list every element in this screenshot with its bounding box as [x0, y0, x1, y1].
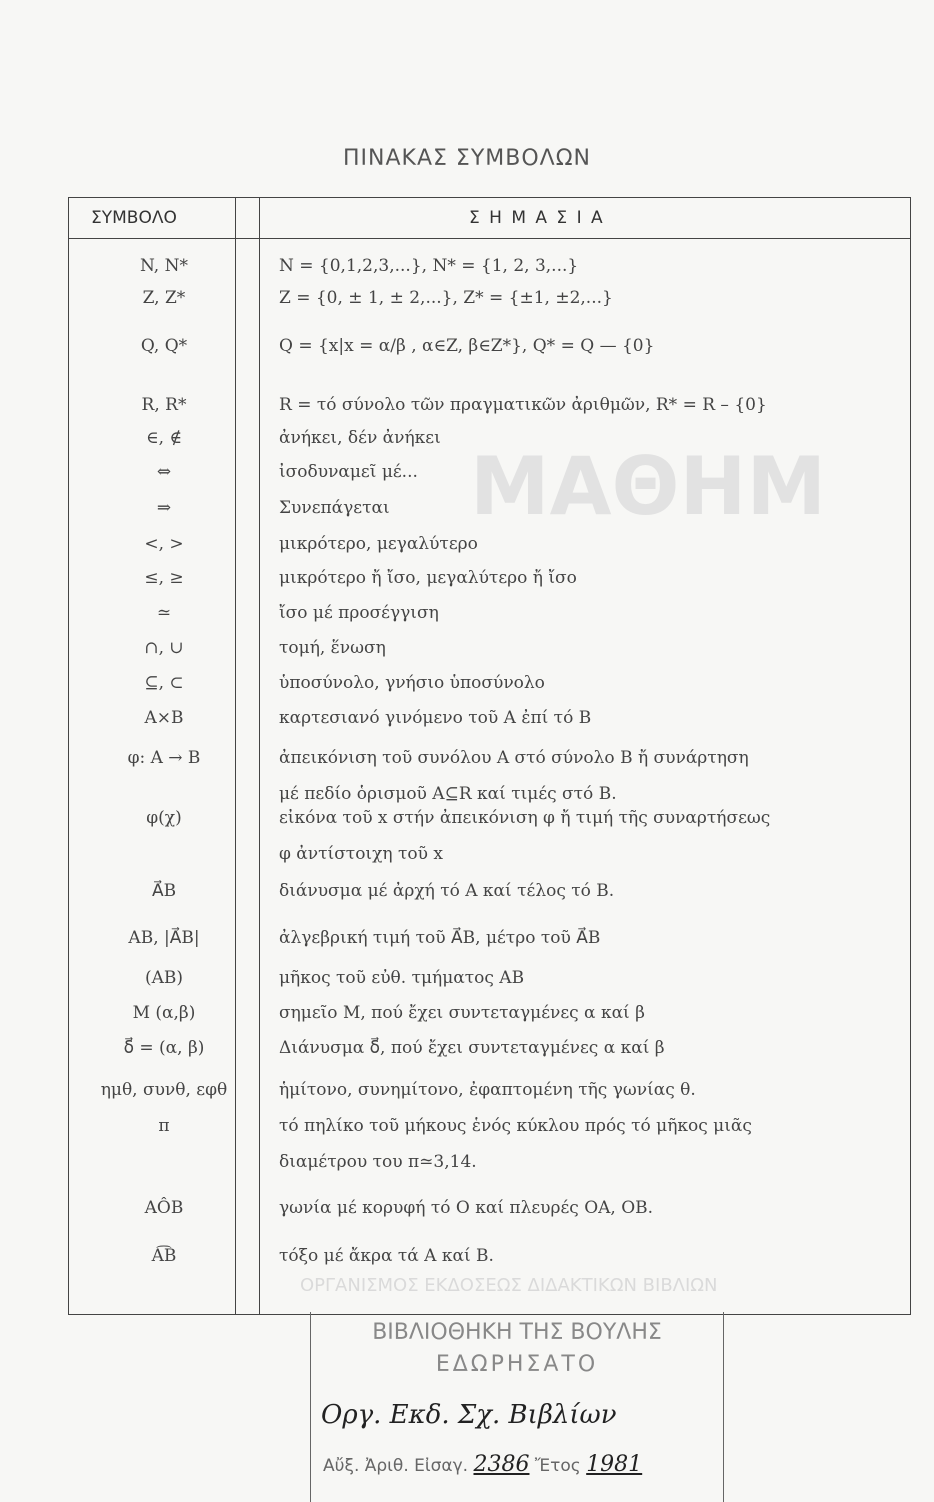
meaning-line: φ ἀντίστοιχη τοῦ x	[279, 844, 443, 864]
stamp-handwriting: Οργ. Εκδ. Σχ. Βιβλίων	[321, 1400, 617, 1430]
stamp-accession	[323, 1452, 642, 1477]
symbol-cell: A⃗B	[151, 881, 177, 901]
meaning-line: ἴσο μέ προσέγγιση	[279, 603, 439, 623]
symbol-cell: M (α,β)	[132, 1003, 196, 1023]
header-meaning: Σ Η Μ Α Σ Ι Α	[469, 208, 605, 228]
ghost-publisher-line: ΟΡΓΑΝΙΣΜΟΣ ΕΚΔΟΣΕΩΣ ΔΙΔΑΚΤΙΚΩΝ ΒΙΒΛΙΩΝ	[300, 1275, 718, 1296]
meaning-line: Q = {x|x = α/β , α∈Z, β∈Z*}, Q* = Q — {0}	[279, 336, 655, 356]
meaning-line: καρτεσιανό γινόμενο τοῦ A ἐπί τό B	[279, 708, 592, 728]
header-divider	[69, 238, 910, 239]
meaning-line: ἀπεικόνιση τοῦ συνόλου A στό σύνολο B ἤ συνάρτηση	[279, 748, 749, 768]
symbol-cell: ⊆, ⊂	[144, 673, 184, 693]
meaning-line: ἀνήκει, δέν ἀνήκει	[279, 428, 441, 448]
symbol-cell: δ⃗ = (α, β)	[123, 1038, 205, 1058]
stamp-library-name: ΒΙΒΛΙΟΘΗΚΗ ΤΗΣ ΒΟΥΛΗΣ	[372, 1320, 662, 1345]
meaning-line: τό πηλίκο τοῦ μήκους ἑνός κύκλου πρός τό μῆκος μιᾶς	[279, 1116, 752, 1136]
symbol-cell: N, N*	[140, 256, 188, 276]
meaning-line: μικρότερο, μεγαλύτερο	[279, 534, 478, 554]
stamp-acc-number: 2386	[473, 1452, 530, 1477]
meaning-line: τομή, ἕνωση	[279, 638, 386, 658]
symbol-cell: (AB)	[144, 968, 184, 988]
symbols-table	[68, 197, 911, 1315]
symbol-cell: φ(χ)	[146, 808, 182, 828]
meaning-line: Συνεπάγεται	[279, 498, 390, 518]
meaning-line: μῆκος τοῦ εὐθ. τμήματος AB	[279, 968, 525, 988]
stamp-donated: ΕΔΩΡΗΣΑΤΟ	[435, 1352, 599, 1377]
symbol-cell: ημθ, συνθ, εφθ	[100, 1080, 228, 1100]
meaning-line: Z = {0, ± 1, ± 2,...}, Z* = {±1, ±2,...}	[279, 288, 613, 308]
meaning-line: ἡμίτονο, συνημίτονο, ἐφαπτομένη τῆς γωνίας θ.	[279, 1080, 696, 1100]
symbol-cell: ∩, ∪	[144, 638, 184, 658]
symbol-cell: ≃	[156, 603, 172, 623]
meaning-line: N = {0,1,2,3,...}, N* = {1, 2, 3,...}	[279, 256, 579, 276]
meaning-line: τόξο μέ ἄκρα τά A καί B.	[279, 1246, 494, 1266]
symbol-cell: π	[158, 1116, 170, 1136]
meaning-line: ἀλγεβρική τιμή τοῦ A⃗B, μέτρο τοῦ A⃗B	[279, 928, 601, 948]
symbol-cell: <, >	[144, 534, 184, 554]
meaning-line: ὑποσύνολο, γνήσιο ὑποσύνολο	[279, 673, 545, 693]
meaning-line: Διάνυσμα δ⃗, πού ἔχει συντεταγμένες α καί β	[279, 1038, 665, 1058]
symbol-cell: AB, |A⃗B|	[128, 928, 200, 948]
meaning-line: σημεῖο M, πού ἔχει συντεταγμένες α καί β	[279, 1003, 645, 1023]
page-title: ΠΙΝΑΚΑΣ ΣΥΜΒΟΛΩΝ	[343, 146, 591, 171]
meaning-line: ἰσοδυναμεῖ μέ...	[279, 462, 418, 482]
meaning-line: μικρότερο ἤ ἴσο, μεγαλύτερο ἤ ἴσο	[279, 568, 577, 588]
column-divider-inner	[259, 198, 260, 1314]
symbol-cell: AÔB	[144, 1198, 184, 1218]
meaning-line: γωνία μέ κορυφή τό O καί πλευρές OA, OB.	[279, 1198, 654, 1218]
stamp-year-label: Ἔτος	[534, 1456, 581, 1476]
symbol-cell: ⇒	[156, 498, 172, 518]
symbol-cell: A͡B	[151, 1246, 177, 1266]
symbol-cell: Z, Z*	[142, 288, 186, 308]
symbol-cell: ≤, ≥	[144, 568, 184, 588]
meaning-line: διαμέτρου του π≃3,14.	[279, 1152, 477, 1172]
symbol-cell: ∈, ∉	[146, 428, 182, 448]
meaning-line: R = τό σύνολο τῶν πραγματικῶν ἀριθμῶν, R* = R – {0}	[279, 395, 767, 415]
symbol-cell: R, R*	[141, 395, 187, 415]
symbol-cell: ⇔	[156, 462, 172, 482]
meaning-line: διάνυσμα μέ ἀρχή τό A καί τέλος τό B.	[279, 881, 615, 901]
header-symbol: ΣΥΜΒΟΛΟ	[91, 208, 177, 228]
library-stamp	[310, 1312, 724, 1502]
meaning-line: εἰκόνα τοῦ x στήν ἀπεικόνιση φ ἤ τιμή τῆς συναρτήσεως	[279, 808, 771, 828]
meaning-line: μέ πεδίο ὁρισμοῦ A⊆R καί τιμές στό B.	[279, 784, 617, 804]
symbol-cell: Q, Q*	[140, 336, 188, 356]
symbol-cell: A×B	[144, 708, 184, 728]
ghost-big-title: ΜΑΘΗΜ	[470, 440, 827, 533]
symbol-cell: φ: A → B	[127, 748, 201, 768]
stamp-acc-prefix: Αὔξ. Ἀριθ. Εἰσαγ.	[323, 1456, 469, 1476]
stamp-year: 1981	[586, 1452, 643, 1477]
